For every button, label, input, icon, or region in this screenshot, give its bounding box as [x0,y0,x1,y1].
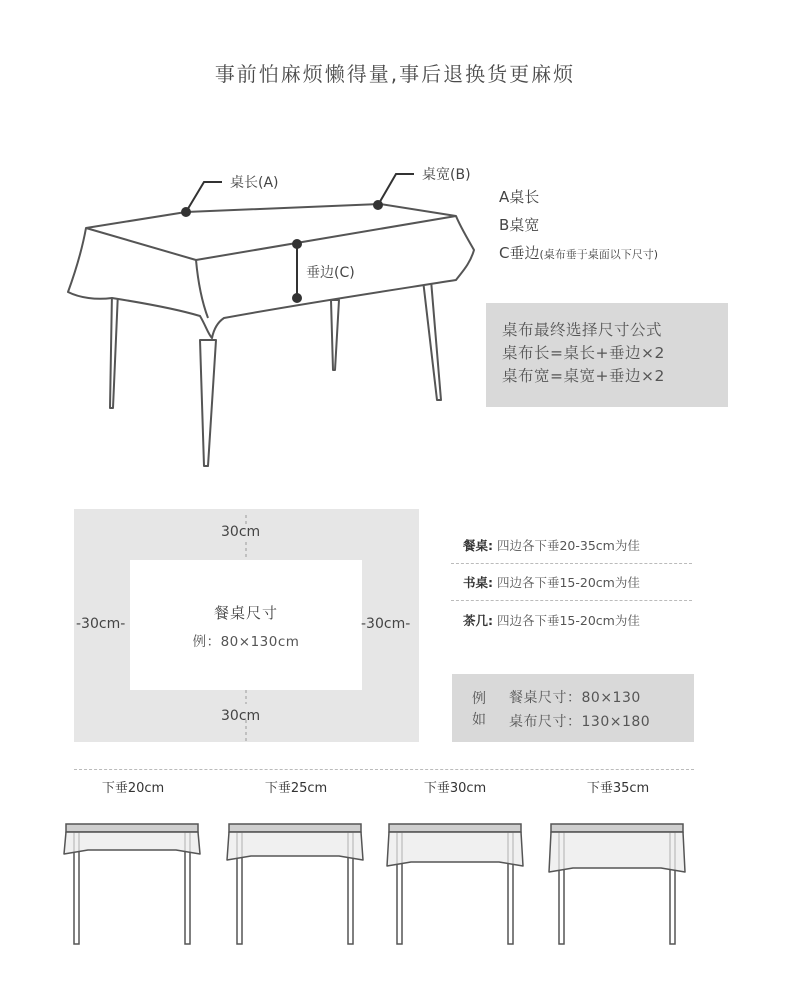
legend-c [499,242,658,263]
table-drop-20 [64,824,200,944]
leg-back-left [110,292,118,408]
legend-b: B桌宽 [499,216,540,234]
formula-box [486,303,728,407]
bottom-margin-label: 30cm [221,708,261,724]
example-side-label [472,689,490,731]
right-margin-label: -30cm- [361,616,411,632]
table-size-example: 例：80×130cm [192,634,300,650]
rule-coffee-table [463,611,693,629]
example-cloth-size: 桌布尺寸：130×180 [509,714,651,730]
drop-20-label: 下垂20cm [101,781,165,796]
rule-name: 书桌: [463,575,493,590]
drop-25-label: 下垂25cm [264,781,328,796]
width-label: 桌宽(B) [422,167,471,183]
legend-a: A桌长 [499,188,540,206]
tabletop [389,824,521,832]
rule-text: 四边各下垂15-20cm为佳 [496,575,640,590]
rule-divider [451,563,692,564]
rule-desk [463,573,693,591]
section-divider [74,769,694,770]
rule-divider [451,600,692,601]
legend-c-note: (桌布垂于桌面以下尺寸) [539,248,659,261]
leg-back-middle [331,300,339,370]
cloth-drop [64,832,200,854]
formula-width: 桌布宽=桌宽+垂边×2 [502,367,665,385]
drop-35-label: 下垂35cm [586,781,650,796]
cloth-drop [549,832,685,872]
tabletop [229,824,361,832]
cloth-drop [227,832,363,860]
legend-c-label: C垂边 [499,244,540,262]
table-size-title: 餐桌尺寸 [213,604,278,622]
formula-heading: 桌布最终选择尺寸公式 [502,321,663,339]
drop-30-label: 下垂30cm [423,781,487,796]
marker-drop-bottom [293,294,301,302]
drop-comparison-tables [0,800,790,950]
rule-name: 餐桌: [463,538,493,553]
rule-text: 四边各下垂15-20cm为佳 [496,613,640,628]
cloth-drop [387,832,523,866]
rule-dining-table [463,536,693,554]
rule-name: 茶几: [463,613,493,628]
page-title: 事前怕麻烦懒得量,事后退换货更麻烦 [214,62,576,86]
drop-label: 垂边(C) [306,265,355,281]
tabletop [66,824,198,832]
table-drop-25 [227,824,363,944]
top-margin-label: 30cm [221,524,261,540]
leg-front [200,340,216,466]
tablecloth [68,204,474,338]
rule-text: 四边各下垂20-35cm为佳 [496,538,640,553]
length-label: 桌长(A) [230,175,279,191]
tabletop [551,824,683,832]
left-margin-label: -30cm- [76,616,126,632]
example-table-size: 餐桌尺寸：80×130 [509,690,641,706]
formula-length: 桌布长=桌长+垂边×2 [502,344,665,362]
leg-back-right [423,280,441,400]
example-side-char-1: 例 [472,691,486,707]
table-drop-30 [387,824,523,944]
marker-drop-top [293,240,301,248]
example-side-char-2: 如 [472,712,486,728]
table-drop-35 [549,824,685,944]
